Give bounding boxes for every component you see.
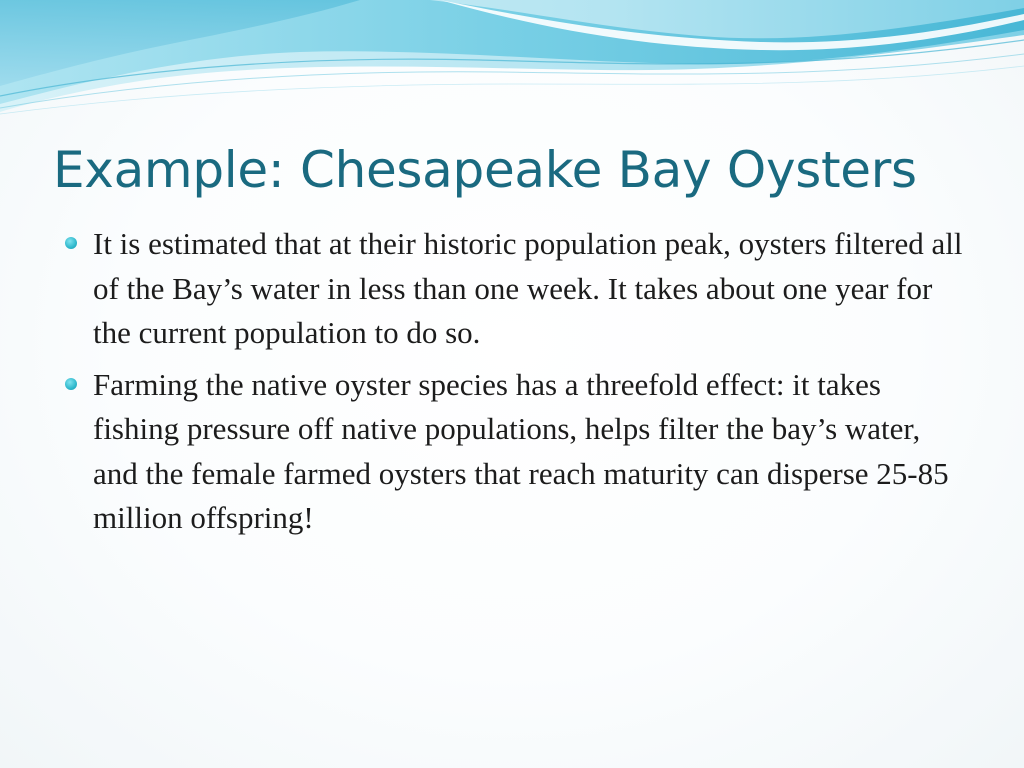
bullet-text: Farming the native oyster species has a threefold effect: it takes fishing pressure off native populations, helps filter the bay’s water, and the female farmed oysters that reach maturity can disperse 25-85 million offspring! xyxy=(93,366,949,535)
bullet-dot-icon xyxy=(65,378,77,390)
bullet-dot-icon xyxy=(65,237,77,249)
bullet-list xyxy=(65,222,965,548)
bullet-text: It is estimated that at their historic population peak, oysters filtered all of the Bay’s water in less than one week. It takes about one year for the current population to do so. xyxy=(93,226,963,350)
bullet-item-oyster-filtering xyxy=(65,222,965,356)
slide-title: Example: Chesapeake Bay Oysters xyxy=(53,141,917,199)
wave-banner-decoration xyxy=(0,0,1024,120)
bullet-item-oyster-farming xyxy=(65,363,965,541)
